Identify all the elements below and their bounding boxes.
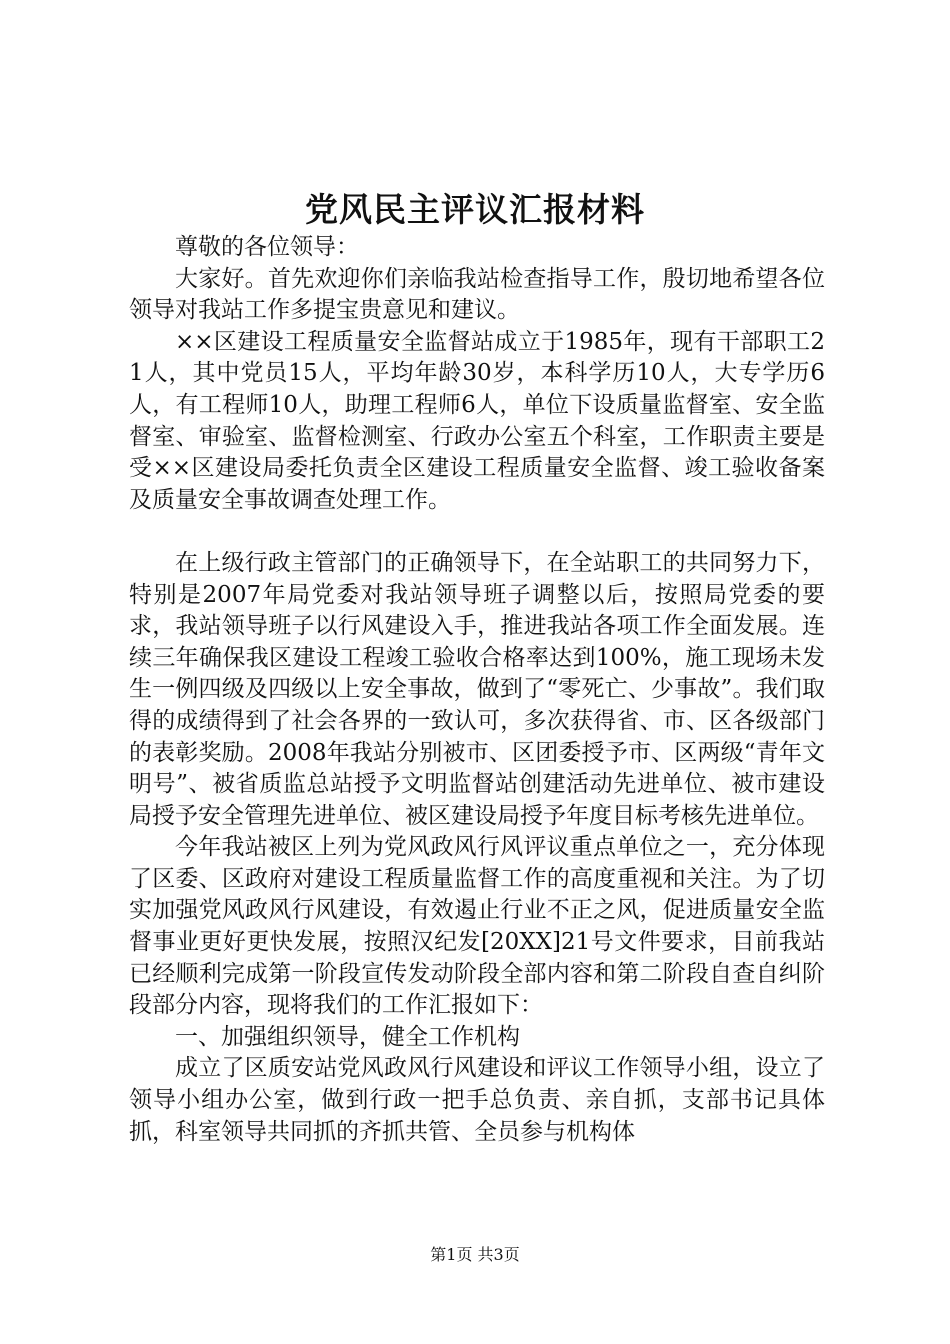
document-title: 党风民主评议汇报材料 — [305, 190, 645, 229]
section-heading-1: 一、加强组织领导，健全工作机构 — [175, 1023, 520, 1050]
document-body — [129, 232, 825, 1148]
salutation: 尊敬的各位领导： — [175, 234, 359, 260]
paragraph-station-overview: ××区建设工程质量安全监督站成立于1985年，现有干部职工21人，其中党员15人，平均年龄30岁，本科学历10人，大专学历6人，有工程师10人，助理工程师6人，单位下设质量监督室、安全监督室、审验室、监督检测室、行政办公室五个科室，工作职责主要是受××区建设局委托负责全区建设工程质量安全监督、竣工验收备案及质量安全事故调查处理工作。 — [129, 328, 825, 513]
paragraph-organization: 成立了区质安站党风政风行风建设和评议工作领导小组，设立了领导小组办公室，做到行政一把手总负责、亲自抓，支部书记具体抓，科室领导共同抓的齐抓共管、全员参与机构体 — [129, 1055, 825, 1145]
paragraph-achievements: 在上级行政主管部门的正确领导下，在全站职工的共同努力下，特别是2007年局党委对我站领导班子调整以后，按照局党委的要求，我站领导班子以行风建设入手，推进我站各项工作全面发展。连续三年确保我区建设工程竣工验收合格率达到100%，施工现场未发生一例四级及四级以上安全事故，做到了“零死亡、少事故”。我们取得的成绩得到了社会各界的一致认可，多次获得省、市、区各级部门的表彰奖励。2008年我站分别被市、区团委授予市、区两级“青年文明号”、被省质监总站授予文明监督站创建活动先进单位、被市建设局授予安全管理先进单位、被区建设局授予年度目标考核先进单位。 — [129, 549, 825, 829]
paragraph-evaluation: 今年我站被区上列为党风政风行风评议重点单位之一，充分体现了区委、区政府对建设工程质量监督工作的高度重视和关注。为了切实加强党风政风行风建设，有效遏止行业不正之风，促进质量安全监督事业更好更快发展，按照汉纪发[20XX]21号文件要求，目前我站已经顺利完成第一阶段宣传发动阶段全部内容和第二阶段自查自纠阶段部分内容，现将我们的工作汇报如下： — [129, 834, 825, 1019]
page-footer: 第1页 共3页 — [430, 1245, 520, 1264]
paragraph-greeting: 大家好。首先欢迎你们亲临我站检查指导工作，殷切地希望各位领导对我站工作多提宝贵意见和建议。 — [129, 265, 825, 324]
